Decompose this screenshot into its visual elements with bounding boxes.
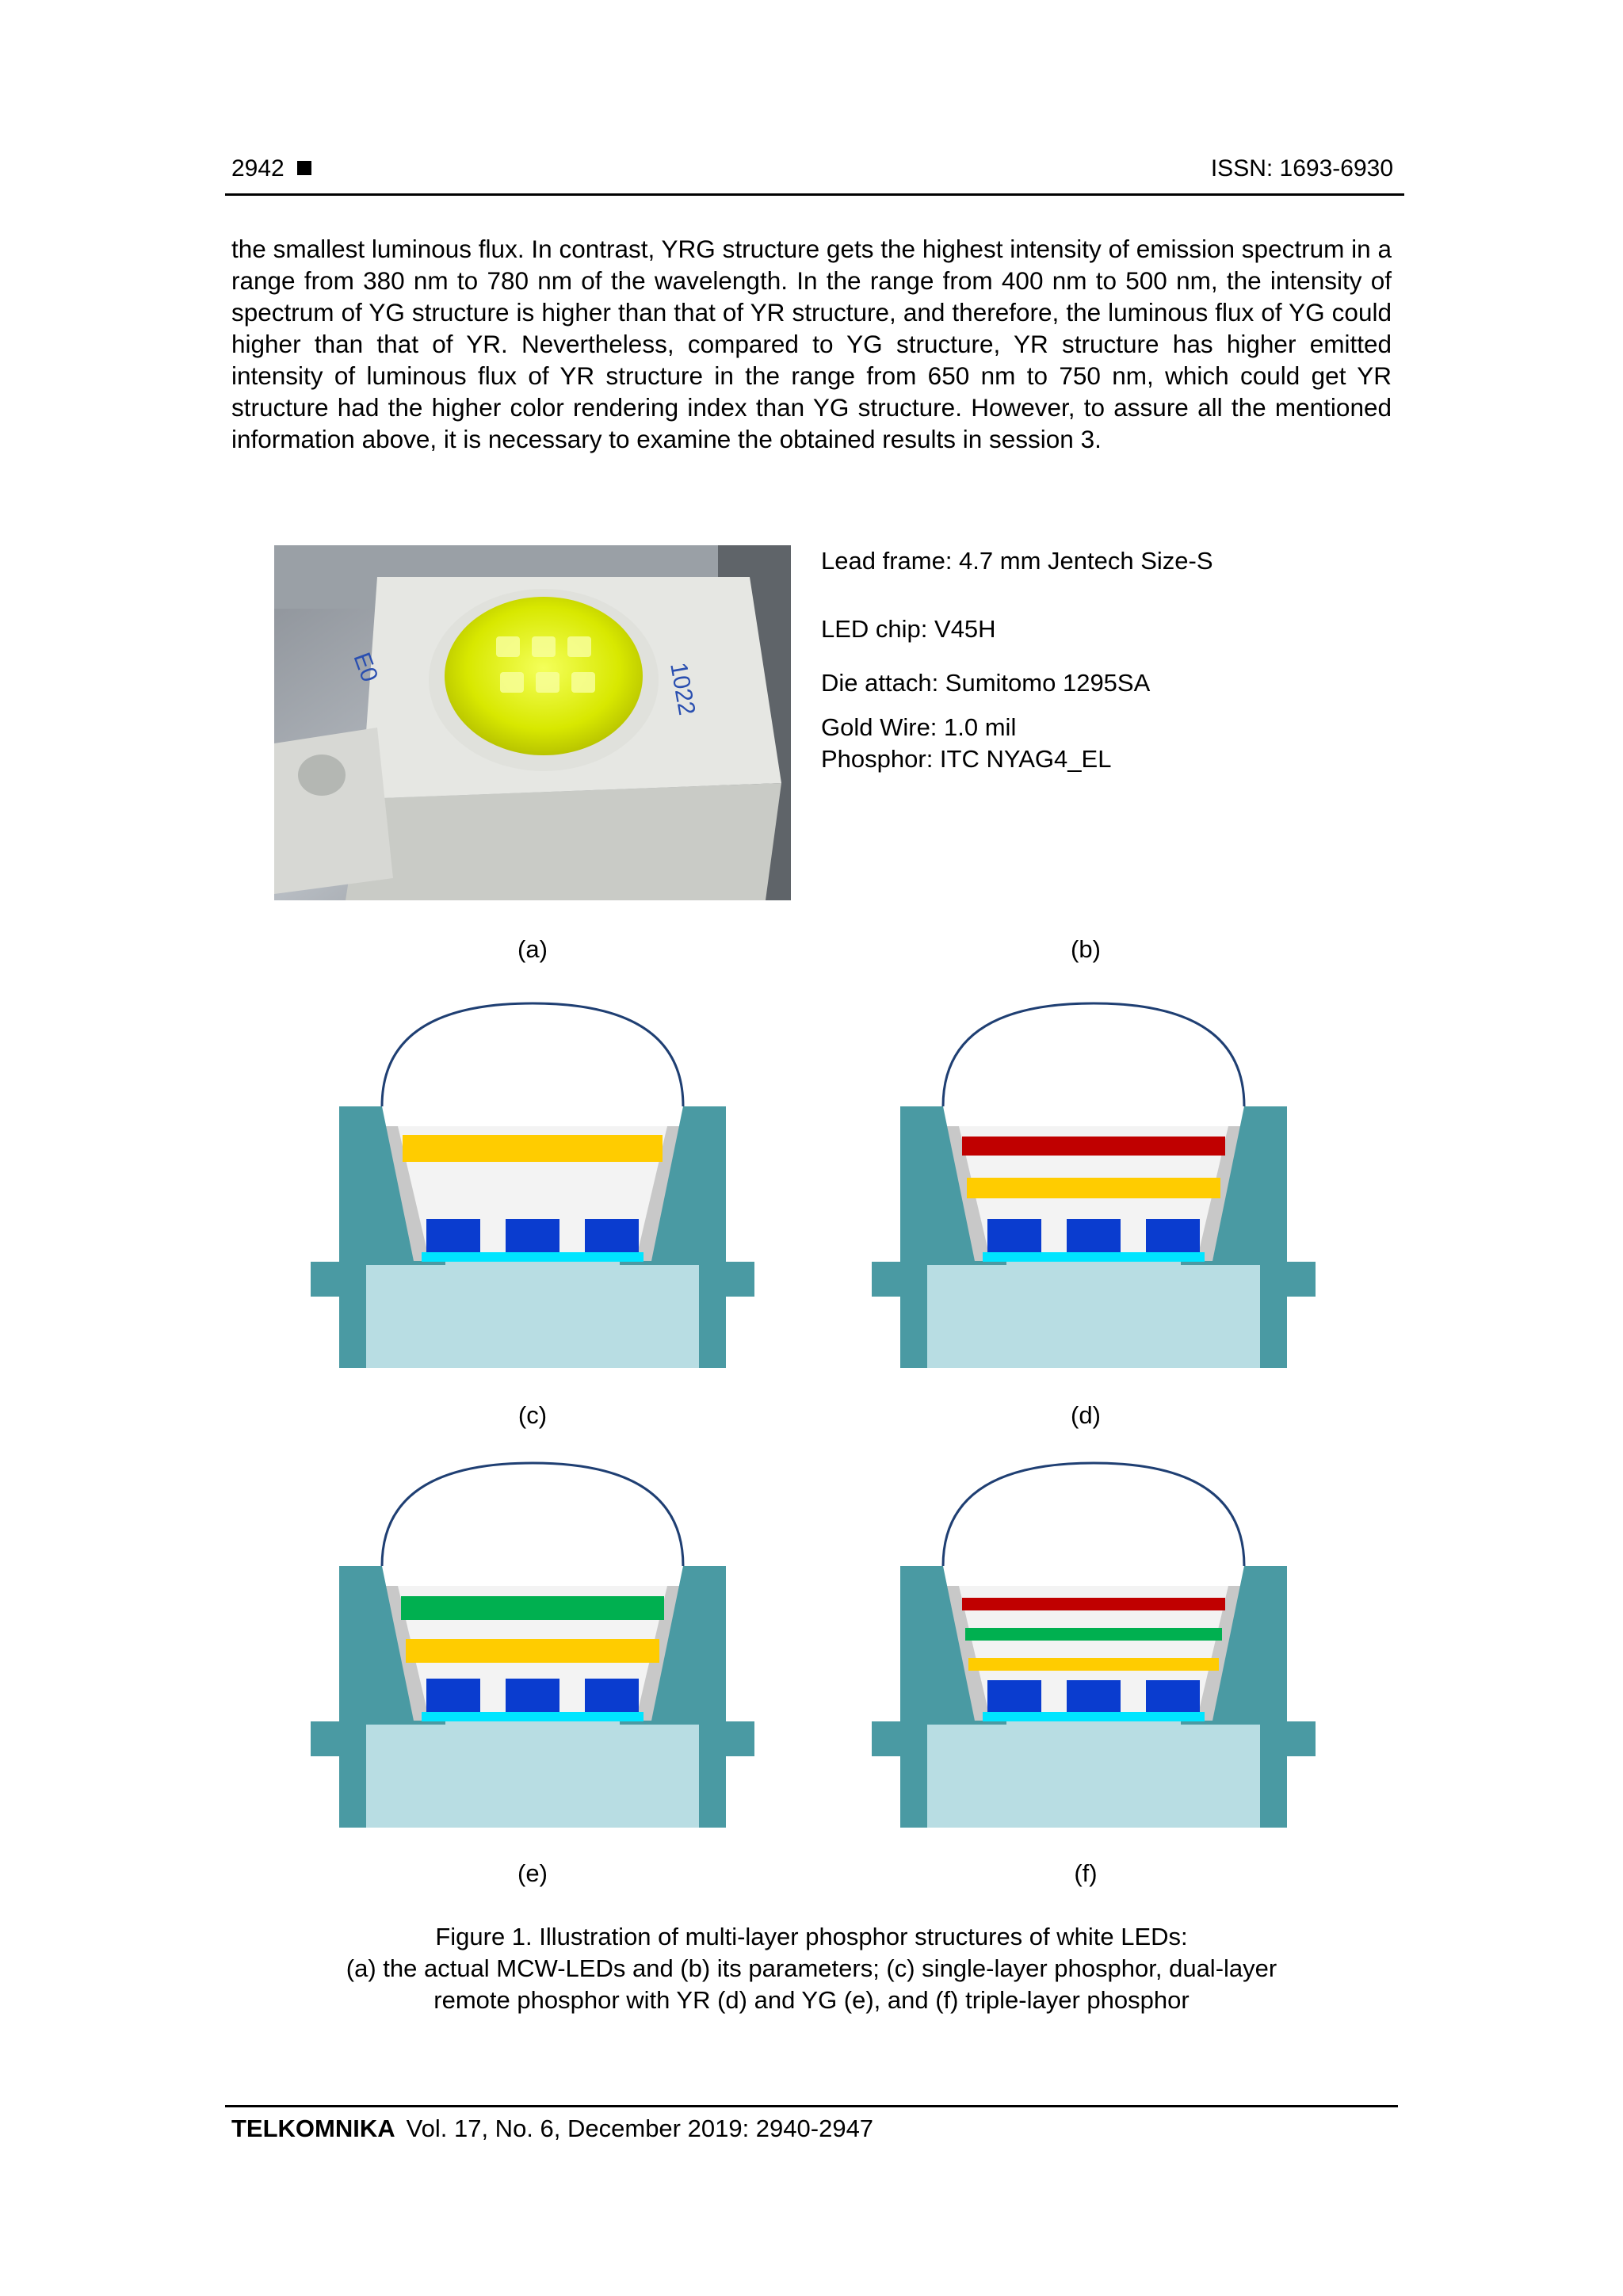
led-chip [585,1219,639,1252]
param-led-chip: LED chip: V45H [821,615,996,643]
footer [231,2115,873,2143]
caption-line: (a) the actual MCW-LEDs and (b) its parameters; (c) single-layer phosphor, dual-layer [346,1954,1277,1982]
die-attach [422,1252,643,1262]
lead-pin-left [311,1262,342,1297]
param-phosphor: Phosphor: ITC NYAG4_EL [821,745,1112,773]
led-chip [1067,1219,1121,1252]
led-chip [585,1679,639,1712]
lead-pin-right [1284,1721,1316,1756]
caption-line: Figure 1. Illustration of multi-layer phosphor structures of white LEDs: [435,1923,1188,1950]
red-phosphor-layer [962,1598,1225,1610]
die-attach [422,1712,643,1721]
die-attach [983,1252,1205,1262]
label-e: (e) [517,1859,548,1887]
label-d: (d) [1071,1401,1101,1429]
substrate-top [445,1721,620,1757]
diagram-f-triple-layer [872,1455,1316,1836]
diagram-e-dual-layer-yg [311,1455,754,1836]
lead-pin-left [872,1262,903,1297]
lead-pin-left [872,1721,903,1756]
lens-dome [943,1003,1244,1106]
lens-dome [382,1003,683,1106]
page-number-text: 2942 [231,155,285,181]
green-phosphor-layer [965,1628,1222,1641]
label-b: (b) [1071,935,1101,963]
substrate-top [1006,1721,1181,1757]
journal-citation: Vol. 17, No. 6, December 2019: 2940-2947 [406,2115,874,2142]
handwriting-e0: E0 [348,649,383,686]
led-chip [987,1219,1041,1252]
label-f: (f) [1074,1859,1098,1887]
substrate-top [445,1261,620,1297]
square-bullet-icon [297,161,311,175]
issn: ISSN: 1693-6930 [1210,155,1393,181]
body-paragraph: the smallest luminous flux. In contrast, YRG structure gets the highest intensity of emission spectrum in a range from 380 nm to 780 nm of the wavelength. In the range from 400 nm to 500 nm, the intensity of spectrum of YG structure is higher than that of YR structure, and therefore, the luminous flux of YG could higher than that of YR. Nevertheless, compared to YG structure, YR structure has higher emitted intensity of luminous flux of YR structure in the range from 650 nm to 750 nm, which could get YR structure had the higher color rendering index than YG structure. However, to assure all the mentioned information above, it is necessary to examine the obtained results in session 3. [231,235,1392,453]
led-chip [506,1219,559,1252]
led-chip [1146,1219,1200,1252]
lens-dome [943,1463,1244,1566]
param-gold-wire: Gold Wire: 1.0 mil [821,713,1017,741]
led-chip [426,1219,480,1252]
figure-caption [231,1921,1392,2016]
page-number [231,155,311,182]
led-chip [506,1679,559,1712]
die-attach [983,1712,1205,1721]
led-chip [1067,1680,1121,1712]
led-chip [426,1679,480,1712]
lens-dome [382,1463,683,1566]
footer-divider [225,2105,1398,2107]
green-phosphor-layer [401,1596,664,1620]
lead-pin-right [1284,1262,1316,1297]
led-photo [274,545,791,900]
diagram-c-single-layer [311,995,754,1376]
led-chip [1146,1680,1200,1712]
journal-name: TELKOMNIKA [231,2115,395,2142]
red-phosphor-layer [962,1137,1225,1156]
yellow-phosphor-layer [403,1135,663,1162]
yellow-phosphor-layer [968,1658,1219,1671]
lead-pin-right [723,1262,754,1297]
handwriting-1022: 1022 [665,660,701,717]
led-chip [987,1680,1041,1712]
label-c: (c) [517,1401,548,1429]
label-a: (a) [517,935,548,963]
lead-pin-right [723,1721,754,1756]
caption-line: remote phosphor with YR (d) and YG (e), and (f) triple-layer phosphor [433,1986,1190,2014]
lead-pin-left [311,1721,342,1756]
yellow-phosphor-layer [406,1639,659,1663]
yellow-phosphor-layer [967,1178,1220,1198]
substrate-top [1006,1261,1181,1297]
param-lead-frame: Lead frame: 4.7 mm Jentech Size-S [821,547,1213,575]
diagram-d-dual-layer-yr [872,995,1316,1376]
header-divider [225,193,1404,196]
param-die-attach: Die attach: Sumitomo 1295SA [821,669,1151,697]
